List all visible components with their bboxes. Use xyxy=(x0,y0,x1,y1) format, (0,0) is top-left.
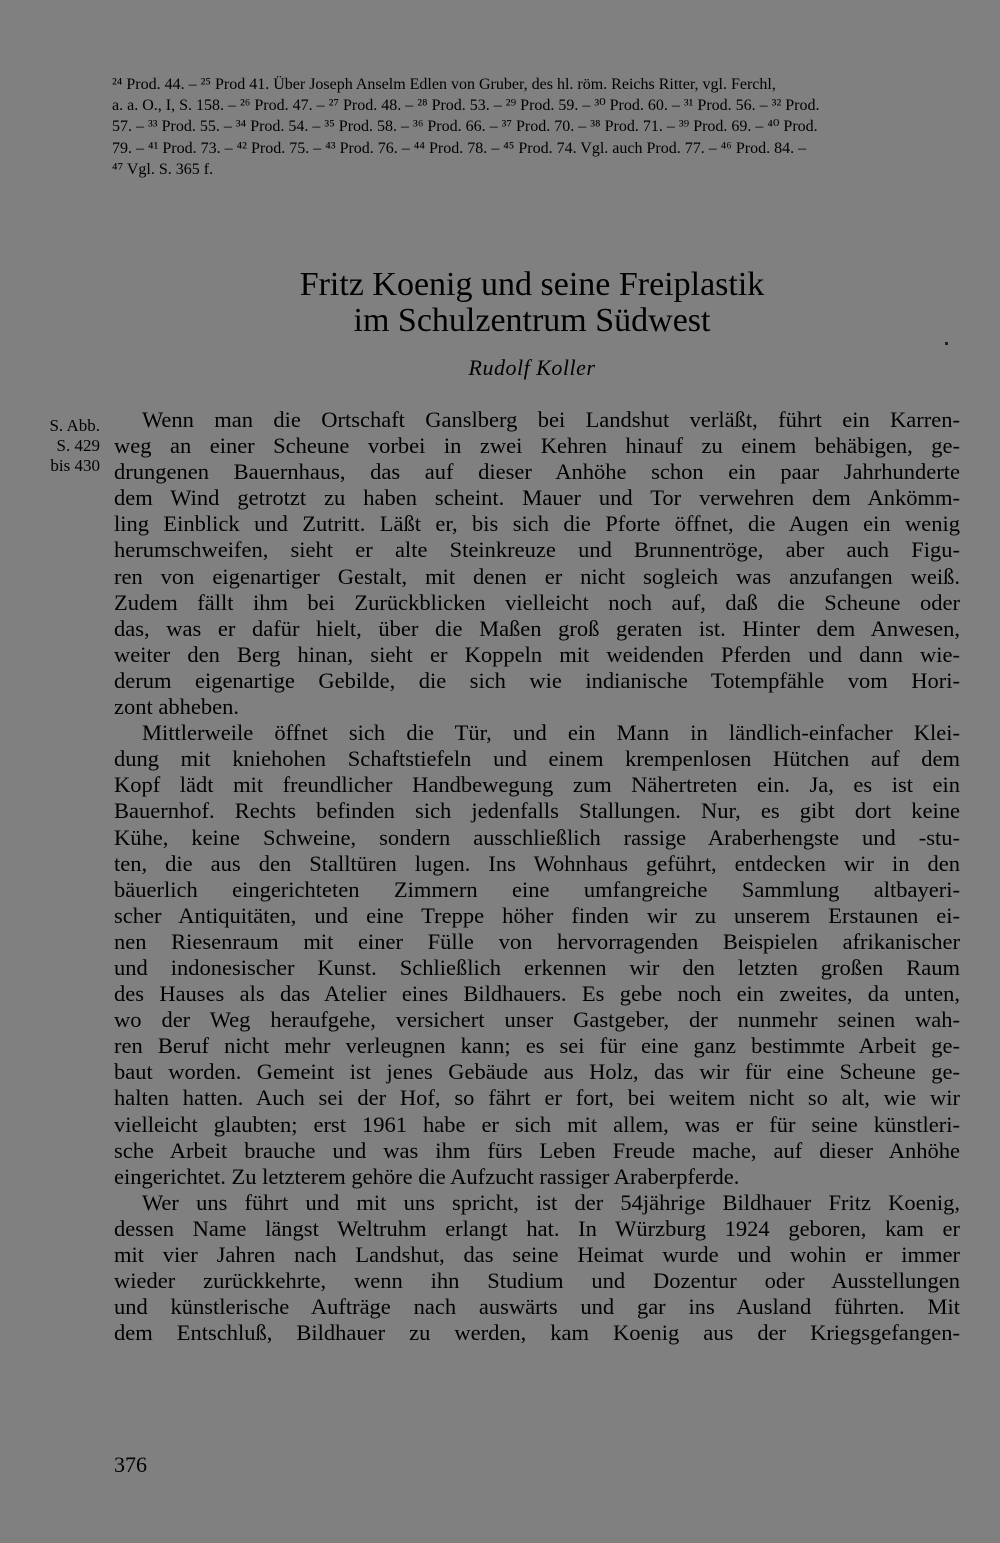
body-line: ren von eigenartiger Gestalt, mit denen er nicht sogleich was anzufangen weiß. xyxy=(114,563,960,589)
body-line: eingerichtet. Zu letzterem gehöre die Aufzucht rassiger Araberpferde. xyxy=(114,1163,740,1189)
body-line: ling Einblick und Zutritt. Läßt er, bis sich die Pforte öffnet, die Augen ein wenig xyxy=(114,511,960,537)
body-line: dessen Name längst Weltruhm erlangt hat. In Würzburg 1924 geboren, kam er xyxy=(114,1215,960,1241)
body-line: und künstlerische Aufträge nach auswärts und gar ins Ausland führten. Mit xyxy=(114,1294,960,1320)
body-line: weg an einer Scheune vorbei in zwei Kehren hinauf zu einem behäbigen, ge- xyxy=(114,433,960,459)
footnote-line: ⁴⁷ Vgl. S. 365 f. xyxy=(112,160,214,178)
body-line: Kopf lädt mit freundlicher Handbewegung zum Nähertreten ein. Ja, es ist ein xyxy=(114,772,960,798)
body-line: scher Antiquitäten, und eine Treppe höher finden wir zu unserem Erstaunen ei- xyxy=(114,902,960,928)
body-line: nen Riesenraum mit einer Fülle von hervorragenden Beispielen afrikanischer xyxy=(114,928,960,954)
body-line: Zudem fällt ihm bei Zurückblicken vielleicht noch auf, daß die Scheune oder xyxy=(114,589,960,615)
body-line: zont abheben. xyxy=(114,694,239,720)
margin-note-line: S. Abb. xyxy=(49,416,100,435)
article-body xyxy=(114,407,960,1346)
body-line: weiter den Berg hinan, sieht er Koppeln mit weidenden Pferden und dann wie- xyxy=(114,641,960,667)
body-line: dem Wind getrotzt zu haben scheint. Mauer und Tor verwehren dem Ankömm- xyxy=(114,485,960,511)
article-title-line1: Fritz Koenig und seine Freiplastik xyxy=(299,266,765,303)
body-line: herumschweifen, sieht er alte Steinkreuze und Brunnentröge, aber auch Figu- xyxy=(114,537,960,563)
body-line: halten hatten. Auch sei der Hof, so fährt er fort, bei weitem nicht so alt, wie wir xyxy=(114,1085,960,1111)
body-line: sche Arbeit brauche und was ihm fürs Leben Freude mache, auf dieser Anhöhe xyxy=(114,1137,960,1163)
body-line: bäuerlich eingerichteten Zimmern eine umfangreiche Sammlung altbayeri- xyxy=(114,876,960,902)
body-line: dem Entschluß, Bildhauer zu werden, kam Koenig aus der Kriegsgefangen- xyxy=(114,1320,960,1346)
article-title xyxy=(0,267,1000,339)
body-line: drungenen Bauernhaus, das auf dieser Anhöhe schon ein paar Jahrhunderte xyxy=(114,459,960,485)
footnote-line: 57. – ³³ Prod. 55. – ³⁴ Prod. 54. – ³⁵ Prod. 58. – ³⁶ Prod. 66. – ³⁷ Prod. 70. – ³⁸ Prod. 71. – ³⁹ Prod. 69. – ⁴⁰ Prod. xyxy=(112,118,818,136)
body-line: Wer uns führt und mit uns spricht, ist der 54jährige Bildhauer Fritz Koenig, xyxy=(142,1189,960,1215)
body-line: Mittlerweile öffnet sich die Tür, und ein Mann in ländlich-einfacher Klei- xyxy=(142,720,960,746)
article-author: Rudolf Koller xyxy=(468,355,596,380)
body-line: das, was er dafür hielt, über die Maßen groß geraten ist. Hinter dem Anwesen, xyxy=(114,615,960,641)
body-line: ten, die aus den Stalltüren lugen. Ins Wohnhaus geführt, entdecken wir in den xyxy=(114,850,960,876)
footnotes xyxy=(112,74,962,180)
body-line: baut worden. Gemeint ist jenes Gebäude aus Holz, das wir für eine Scheune ge- xyxy=(114,1059,960,1085)
footnote-line: 79. – ⁴¹ Prod. 73. – ⁴² Prod. 75. – ⁴³ Prod. 76. – ⁴⁴ Prod. 78. – ⁴⁵ Prod. 74. Vgl. auch Prod. 77. – ⁴⁶ Prod. 84. – xyxy=(112,139,807,157)
body-line: wieder zurückkehrte, wenn ihn Studium und Dozentur oder Ausstellungen xyxy=(114,1268,960,1294)
speck-mark xyxy=(945,342,948,345)
article-title-line2: im Schulzentrum Südwest xyxy=(353,302,711,339)
body-line: derum eigenartige Gebilde, die sich wie indianische Totempfähle vom Hori- xyxy=(114,667,960,693)
body-line: und indonesischer Kunst. Schließlich erkennen wir den letzten großen Raum xyxy=(114,954,960,980)
body-line: Kühe, keine Schweine, sondern ausschließlich rassige Araberhengste und -stu- xyxy=(114,824,960,850)
body-line: dung mit kniehohen Schaftstiefeln und einem krempenlosen Hütchen auf dem xyxy=(114,746,960,772)
body-line: vielleicht glaubten; erst 1961 habe er sich mit allem, was er für seine künstleri- xyxy=(114,1111,960,1137)
page-number: 376 xyxy=(114,1452,147,1477)
body-line: Bauernhof. Rechts befinden sich jedenfalls Stallungen. Nur, es gibt dort keine xyxy=(114,798,960,824)
body-line: mit vier Jahren nach Landshut, das seine Heimat wurde und wohin er immer xyxy=(114,1242,960,1267)
body-line: wo der Weg heraufgehe, versichert unser Gastgeber, der nunmehr seinen wah- xyxy=(114,1007,960,1033)
footnote-line: ²⁴ Prod. 44. – ²⁵ Prod 41. Über Joseph Anselm Edlen von Gruber, des hl. röm. Reichs Ritter, vgl. Ferchl, xyxy=(112,76,776,93)
body-line: Wenn man die Ortschaft Ganslberg bei Landshut verläßt, führt ein Karren- xyxy=(142,407,960,432)
body-line: ren Beruf nicht mehr verleugnen kann; es sei für eine ganz bestimmte Arbeit ge- xyxy=(114,1033,960,1059)
margin-note-line: bis 430 xyxy=(50,456,100,475)
margin-note-line: S. 429 xyxy=(56,436,100,455)
footnote-line: a. a. O., I, S. 158. – ²⁶ Prod. 47. – ²⁷ Prod. 48. – ²⁸ Prod. 53. – ²⁹ Prod. 59. – ³⁰ Prod. 60. – ³¹ Prod. 56. – ³² Prod. xyxy=(112,97,820,115)
body-line: des Hauses als das Atelier eines Bildhauers. Es gebe noch ein zweites, da unten, xyxy=(114,981,960,1007)
margin-note xyxy=(16,416,100,476)
